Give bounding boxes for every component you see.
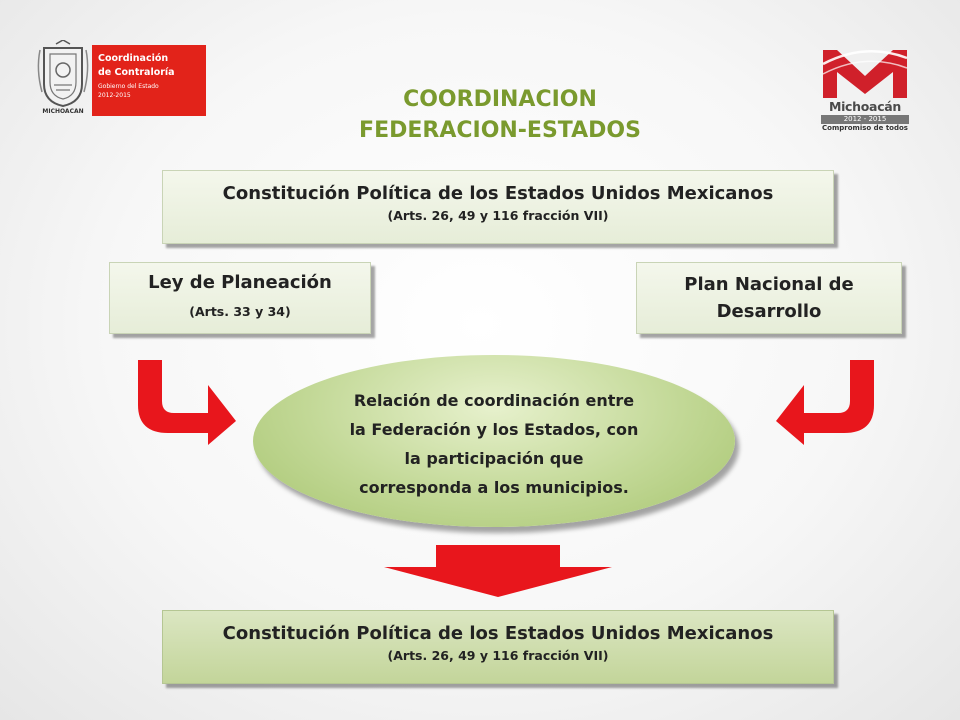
constitution-bottom-title: Constitución Política de los Estados Unidos Mexicanos: [222, 623, 774, 644]
ley-planeacion-title: Ley de Planeación: [148, 272, 332, 293]
constitution-top-title: Constitución Política de los Estados Unidos Mexicanos: [222, 183, 774, 204]
logo-line-3: Gobierno del Estado: [98, 83, 159, 90]
title-line-2: FEDERACION-ESTADOS: [359, 118, 641, 143]
ley-planeacion-subtitle: (Arts. 33 y 34): [189, 304, 291, 319]
contraloria-logo: [34, 40, 206, 118]
constitution-bottom-box: [162, 610, 834, 684]
michoacan-crest-icon: [34, 40, 92, 118]
ley-planeacion-box: [109, 262, 371, 334]
crest-label: MICHOACAN: [42, 108, 84, 115]
constitution-top-box: [162, 170, 834, 244]
logo-years: 2012 - 2015: [821, 115, 909, 124]
slide-title: [280, 84, 720, 146]
constitution-top-subtitle: (Arts. 26, 49 y 116 fracción VII): [387, 208, 609, 223]
coordination-line-1: Relación de coordinación entre: [353, 391, 635, 410]
down-arrow-icon: [384, 545, 612, 597]
right-curved-arrow-icon: [772, 355, 884, 447]
left-curved-arrow-icon: [128, 355, 240, 447]
michoacan-m-icon: [815, 44, 915, 100]
logo-line-4: 2012-2015: [98, 92, 131, 99]
constitution-bottom-subtitle: (Arts. 26, 49 y 116 fracción VII): [387, 648, 609, 663]
contraloria-card: [92, 45, 206, 116]
coordination-line-3: la participación que: [404, 449, 584, 468]
coordination-text: [313, 386, 675, 502]
logo-line-1: Coordinación: [98, 53, 169, 64]
logo-tagline: Compromiso de todos: [822, 124, 908, 132]
logo-name: Michoacán: [828, 99, 902, 114]
title-line-1: COORDINACION: [403, 87, 597, 112]
coordination-line-4: corresponda a los municipios.: [359, 478, 629, 497]
plan-nacional-line-2: Desarrollo: [716, 301, 822, 322]
michoacan-logo: [815, 44, 915, 132]
coordination-line-2: la Federación y los Estados, con: [349, 420, 639, 439]
plan-nacional-line-1: Plan Nacional de: [684, 274, 854, 295]
logo-line-2: de Contraloría: [98, 67, 175, 78]
plan-nacional-box: [636, 262, 902, 334]
